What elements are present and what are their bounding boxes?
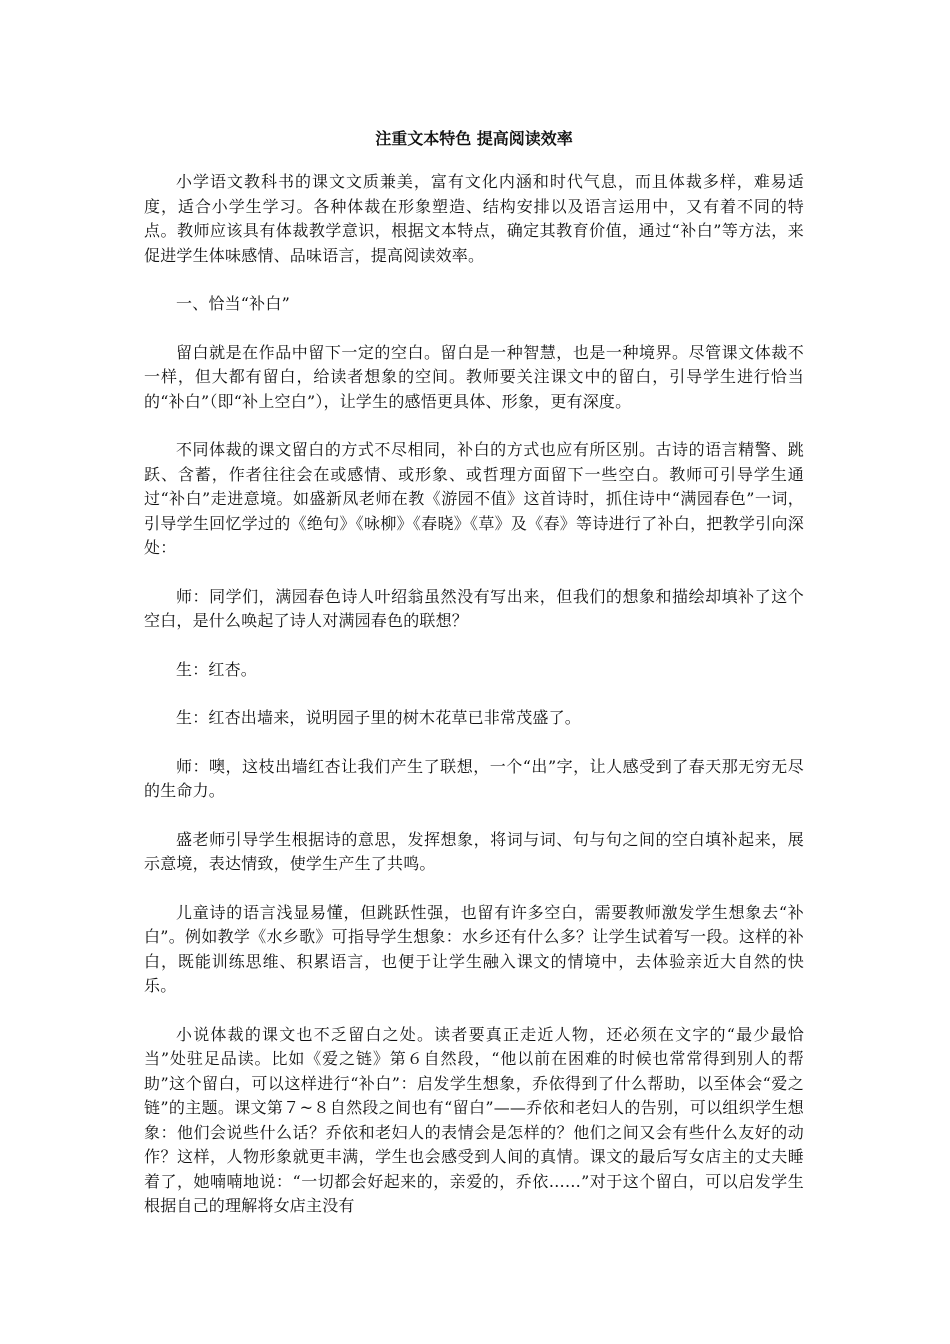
dialogue-student: 生：红杏。 xyxy=(176,659,258,679)
paragraph: 不同体裁的课文留白的方式不尽相同，补白的方式也应有所区别。古诗的语言精警、跳跃、含蓄，作者往往会在或感情、或形象、或哲理方面留下一些空白。教师可引导学生通过“补白”走进意境。如盛新凤老师在教《游园不值》这首诗时，抓住诗中“满园春色”一词，引导学生回忆学过的《绝句》《咏柳》《春晓》《草》及《春》等诗进行了补白，把教学引向深处： xyxy=(144,440,804,557)
section-heading: 一、恰当“补白” xyxy=(176,294,290,313)
document-page xyxy=(144,128,804,1243)
dialogue-teacher: 师：噢，这枝出墙红杏让我们产生了联想，一个“出”字，让人感受到了春天那无穷无尽的生命力。 xyxy=(144,756,804,800)
paragraph: 盛老师引导学生根据诗的意思，发挥想象，将词与词、句与句之间的空白填补起来，展示意境，表达情致，使学生产生了共鸣。 xyxy=(144,829,804,873)
paragraph: 小说体裁的课文也不乏留白之处。读者要真正走近人物，还必须在文字的“最少最恰当”处驻足品读。比如《爱之链》第６自然段，“他以前在困难的时候也常常得到别人的帮助”这个留白，可以这样进行“补白”：启发学生想象，乔依得到了什么帮助，以至体会“爱之链”的主题。课文第７~８自然段之间也有“留白”——乔依和老妇人的告别，可以组织学生想象：他们会说些什么话？乔依和老妇人的表情会是怎样的？他们之间又会有些什么友好的动作？这样，人物形象就更丰满，学生也会感受到人间的真情。课文的最后写女店主的丈夫睡着了，她喃喃地说：“一切都会好起来的，亲爱的，乔依……”对于这个留白，可以启发学生根据自己的理解将女店主没有 xyxy=(144,1024,804,1215)
paragraph-intro: 小学语文教科书的课文文质兼美，富有文化内涵和时代气息，而且体裁多样，难易适度，适合小学生学习。各种体裁在形象塑造、结构安排以及语言运用中，又有着不同的特点。教师应该具有体裁教学意识，根据文本特点，确定其教育价值，通过“补白”等方法，来促进学生体味感情、品味语言，提高阅读效率。 xyxy=(144,172,804,265)
paragraph: 儿童诗的语言浅显易懂，但跳跃性强，也留有许多空白，需要教师激发学生想象去“补白”。例如教学《水乡歌》可指导学生想象：水乡还有什么多？让学生试着写一段。这样的补白，既能训练思维、积累语言，也便于让学生融入课文的情境中，去体验亲近大自然的快乐。 xyxy=(144,902,804,995)
document-title: 注重文本特色 提高阅读效率 xyxy=(375,129,573,148)
dialogue-student: 生：红杏出墙来，说明园子里的树木花草已非常茂盛了。 xyxy=(176,708,582,727)
dialogue-teacher: 师：同学们，满园春色诗人叶绍翁虽然没有写出来，但我们的想象和描绘却填补了这个空白，是什么唤起了诗人对满园春色的联想？ xyxy=(144,586,804,630)
paragraph: 留白就是在作品中留下一定的空白。留白是一种智慧，也是一种境界。尽管课文体裁不一样，但大都有留白，给读者想象的空间。教师要关注课文中的留白，引导学生进行恰当的“补白”（即“补上空白”），让学生的感悟更具体、形象，更有深度。 xyxy=(144,342,804,411)
